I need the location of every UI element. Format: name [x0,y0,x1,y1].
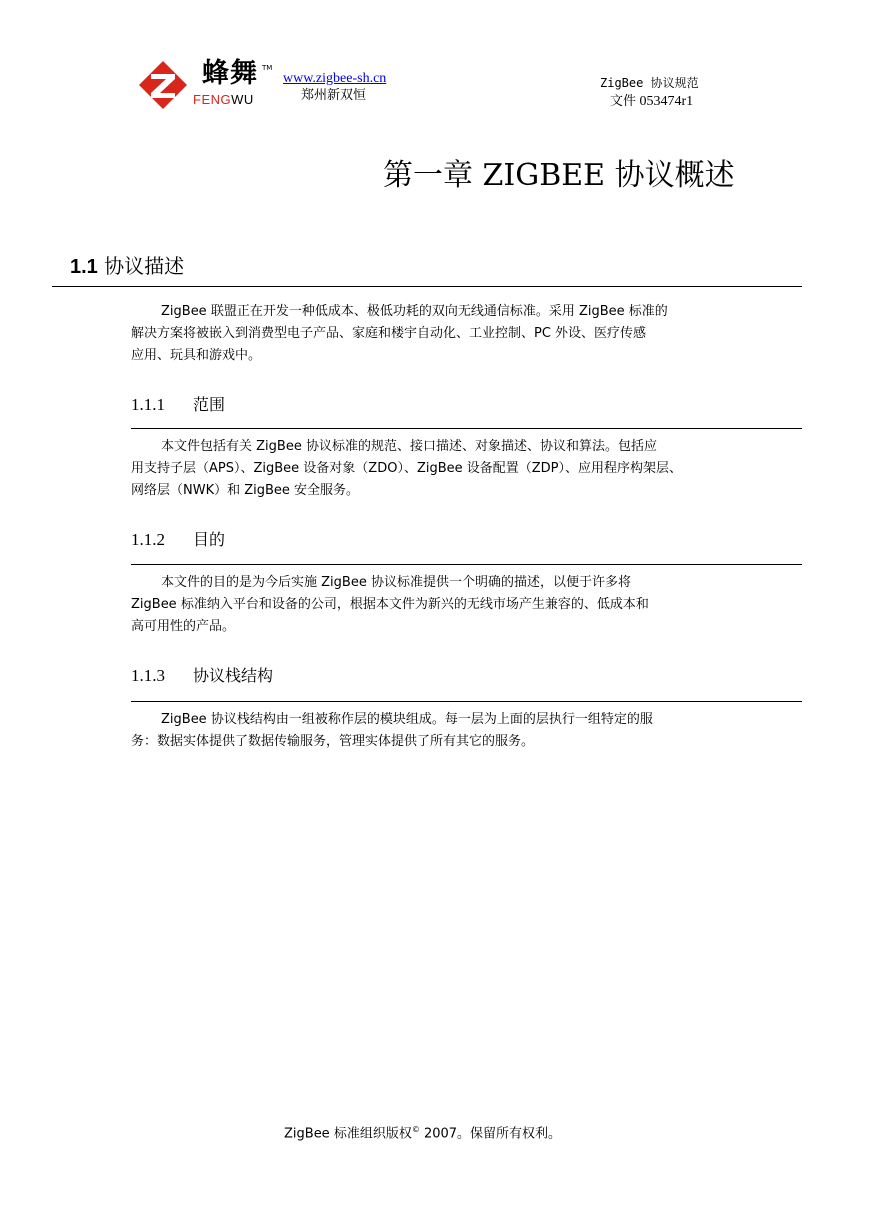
section-number: 1.1 [70,256,98,278]
paragraph-line: 高可用性的产品。 [131,619,236,634]
subsection-heading [131,394,225,416]
paragraph-line: 应用、玩具和游戏中。 [131,348,262,363]
document-title: ZigBee 协议规范 [600,76,699,90]
subsection-rule [131,564,802,565]
copyright-symbol: © [411,1125,420,1134]
paragraph-line: 网络层（NWK）和 ZigBee 安全服务。 [131,483,360,498]
company-name: 郑州新双恒 [301,88,367,103]
trademark-mark: TM [262,64,273,72]
subsection-heading [131,529,225,551]
document-number [610,93,693,110]
copyright-footer [284,1120,561,1144]
subsection-paragraph [131,436,741,502]
subsection-paragraph [131,709,741,753]
paragraph-line: 本文件包括有关 ZigBee 协议标准的规范、接口描述、对象描述、协议和算法。包括应 [161,439,657,454]
zigbee-logo-icon [138,60,188,110]
brand-name-english-suffix: WU [231,92,254,107]
subsection-rule [131,701,802,702]
brand-name-chinese: 蜂舞 [202,58,258,89]
footer-text-end: 2007。保留所有权利。 [419,1126,562,1142]
paragraph-line: ZigBee 标准纳入平台和设备的公司，根据本文件为新兴的无线市场产生兼容的、低成本和 [131,597,649,612]
section-title: 协议描述 [104,254,185,278]
website-link[interactable]: www.zigbee-sh.cn [283,71,387,86]
section-rule [52,286,802,287]
subsection-number: 1.1.1 [131,395,165,414]
brand-name-english [193,92,254,108]
paragraph-line: 用支持子层（APS）、ZigBee 设备对象（ZDO）、ZigBee 设备配置（ZDP）、应用程序构架层、 [131,461,683,476]
paragraph-line: ZigBee 协议栈结构由一组被称作层的模块组成。每一层为上面的层执行一组特定的服 [161,712,653,727]
brand-name-english-prefix: FENG [193,92,232,107]
subsection-title: 范围 [193,395,226,414]
subsection-heading [131,665,273,687]
subsection-number: 1.1.2 [131,530,165,549]
section-paragraph [131,301,741,367]
paragraph-line: ZigBee 联盟正在开发一种低成本、极低功耗的双向无线通信标准。采用 ZigBee 标准的 [161,304,668,319]
chapter-title: 第一章 ZIGBEE 协议概述 [383,158,735,193]
paragraph-line: 务：数据实体提供了数据传输服务，管理实体提供了所有其它的服务。 [131,734,535,749]
subsection-rule [131,428,802,429]
footer-text: ZigBee 标准组织版权 [284,1126,412,1142]
subsection-title: 协议栈结构 [193,666,274,685]
document-number-value: 053474r1 [639,94,694,109]
subsection-title: 目的 [193,530,226,549]
document-number-label: 文件 [610,94,637,109]
section-heading [70,253,184,280]
subsection-paragraph [131,572,741,638]
paragraph-line: 解决方案将被嵌入到消费型电子产品、家庭和楼宇自动化、工业控制、PC 外设、医疗传感 [131,326,647,341]
subsection-number: 1.1.3 [131,666,165,685]
paragraph-line: 本文件的目的是为今后实施 ZigBee 协议标准提供一个明确的描述，以便于许多将 [161,575,631,590]
